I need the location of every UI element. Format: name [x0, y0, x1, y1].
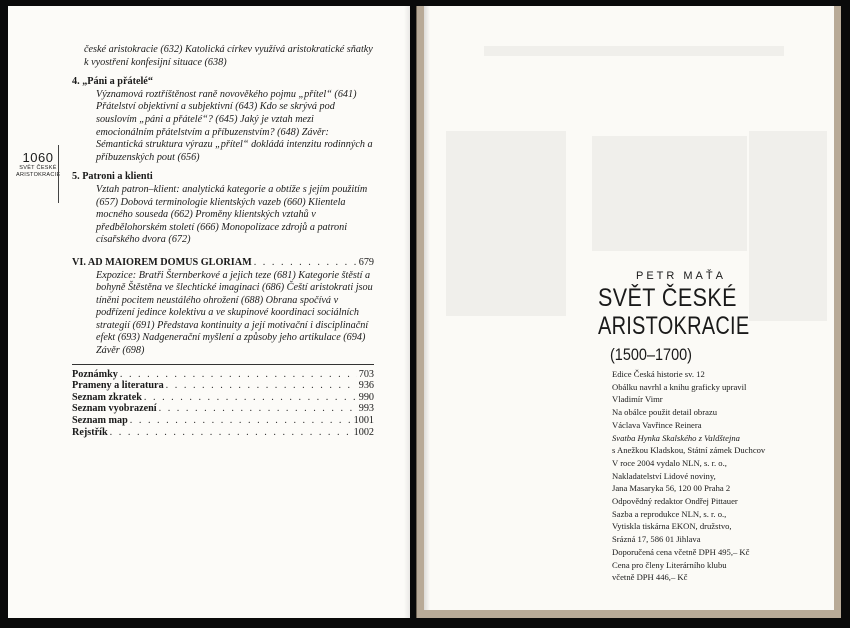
colophon-line: Vytiskla tiskárna EKON, družstvo,	[612, 521, 732, 532]
back-matter-row	[72, 369, 374, 381]
divider-rule	[72, 364, 374, 365]
back-matter-label: Seznam map	[72, 415, 128, 427]
colophon-line: Edice Česká historie sv. 12	[612, 369, 705, 379]
colophon-line: s Anežkou Kladskou, Státní zámek Duchcov	[612, 445, 766, 456]
back-matter-list	[72, 369, 374, 439]
back-matter-label: Seznam vyobrazení	[72, 403, 157, 415]
page-number-block	[16, 150, 60, 178]
back-matter-page: 936	[358, 380, 374, 392]
colophon-line: Václava Vavřince Reinera	[612, 419, 702, 430]
running-head-line1: SVĚT ČESKÉ	[19, 165, 57, 171]
colophon	[612, 368, 822, 584]
colophon-line: Odpovědný redaktor Ondřej Pittauer	[612, 496, 738, 507]
dot-leader	[159, 403, 357, 415]
colophon-line: Doporučená cena včetně DPH 495,– Kč	[612, 546, 750, 557]
toc-chapter-page: 679	[358, 256, 374, 268]
dot-leader	[144, 392, 357, 404]
page-number: 1060	[22, 150, 54, 165]
back-matter-label: Prameny a literatura	[72, 380, 164, 392]
colophon-line: Sazba a reprodukce NLN, s. r. o.,	[612, 508, 727, 519]
back-matter-row	[72, 415, 374, 427]
dot-leader	[254, 257, 357, 270]
colophon-line-italic: Svatba Hynka Skalského z Valdštejna	[612, 432, 740, 443]
colophon-line: Jana Masaryka 56, 120 00 Praha 2	[612, 483, 731, 494]
toc-chapter-heading-row	[72, 257, 374, 270]
dot-leader	[120, 369, 357, 381]
toc-entry-pani-a-pratele	[72, 76, 374, 164]
colophon-line: Srázná 17, 586 01 Jihlava	[612, 534, 701, 545]
running-head-line2: ARISTOKRACIE	[16, 171, 61, 178]
toc-chapter-body: Expozice: Bratři Šternberkové a jejich teze (681) Kategorie štěstí a bohyně Štěstěna ve šlechtické imaginaci (686) Čeští aristokrati jsou tíněni pocitem neustálého ohrožení (688) Obrana spočívá v podřízení jedince kolektivu a ve skupinové koordinaci sociálních strategií (691) Představa kontinuity a její motivační i disciplinační efekt (693) Nadgenerační myšlení a způsoby jeho artikulace (694) Závěr (698)	[96, 269, 373, 357]
margin-rule	[58, 145, 59, 203]
toc-entry-body: Významová roztříštěnost raně novověkého pojmu „přítel“ (641) Přátelství objektivní a subjektivní (643) Kdo se skrývá pod souslovím „páni a přátelé“? (645) Jaký je vztah mezi emocionálním přátelstvím a příbuzenstvím? (648) Závěr: Sémantická struktura výrazu „přítel“ dokládá intenzitu rodinných a příbuzenských pout (656)	[96, 88, 373, 163]
toc-chapter-vi	[72, 256, 374, 358]
colophon-line: Obálku navrhl a knihu graficky upravil	[612, 381, 747, 392]
back-matter-page: 1001	[353, 415, 374, 427]
back-matter-row	[72, 380, 374, 392]
back-matter-page: 993	[358, 403, 374, 415]
back-matter-row	[72, 427, 374, 439]
colophon-line: Vladimír Vimr	[612, 394, 663, 405]
dot-leader	[166, 380, 357, 392]
author-name: PETR MAŤA	[636, 270, 726, 282]
back-matter-page: 703	[358, 368, 374, 380]
colophon-line: Cena pro členy Literárního klubu	[612, 559, 727, 570]
show-through-image-center	[592, 136, 747, 251]
table-of-contents	[72, 44, 374, 438]
colophon-line: Na obálce použit detail obrazu	[612, 407, 717, 418]
back-matter-label: Seznam zkratek	[72, 391, 142, 403]
colophon-line: včetně DPH 446,– Kč	[612, 572, 688, 583]
toc-entry-heading: 4. „Páni a přátelé“	[72, 76, 153, 88]
back-matter-label: Poznámky	[72, 368, 118, 380]
toc-entry-heading: 5. Patroni a klienti	[72, 171, 153, 183]
toc-entry-body: Vztah patron–klient: analytická kategorie a obtíže s jejím použitím (657) Dobová terminologie klientských vazeb (660) Klientela mocného souseda (662) Proměny klientských vztahů v předbělohorském století (666) Monopolizace zdrojů a patroni císařského dvora (672)	[96, 183, 368, 246]
toc-chapter-heading: VI. AD MAIOREM DOMUS GLORIAM	[72, 256, 252, 268]
dot-leader	[110, 427, 352, 439]
toc-continuation: české aristokracie (632) Katolická církev využívá aristokratické sňatky k vyostření konfesijní situace (638)	[84, 44, 373, 68]
colophon-line: Nakladatelství Lidové noviny,	[612, 470, 716, 481]
show-through-image-left	[446, 131, 566, 316]
back-matter-page: 990	[358, 391, 374, 403]
back-matter-row	[72, 403, 374, 415]
dot-leader	[130, 415, 352, 427]
book-title-line2: ARISTOKRACIE	[598, 312, 750, 340]
back-matter-row	[72, 392, 374, 404]
show-through-text	[484, 46, 784, 56]
toc-entry-patroni-a-klienti	[72, 171, 374, 247]
back-matter-page: 1002	[353, 426, 374, 438]
book-years: (1500–1700)	[610, 345, 692, 364]
back-matter-label: Rejstřík	[72, 426, 108, 438]
book-title-line1: SVĚT ČESKÉ	[598, 284, 737, 312]
colophon-line: V roce 2004 vydalo NLN, s. r. o.,	[612, 457, 727, 468]
show-through-image-right	[749, 131, 827, 321]
